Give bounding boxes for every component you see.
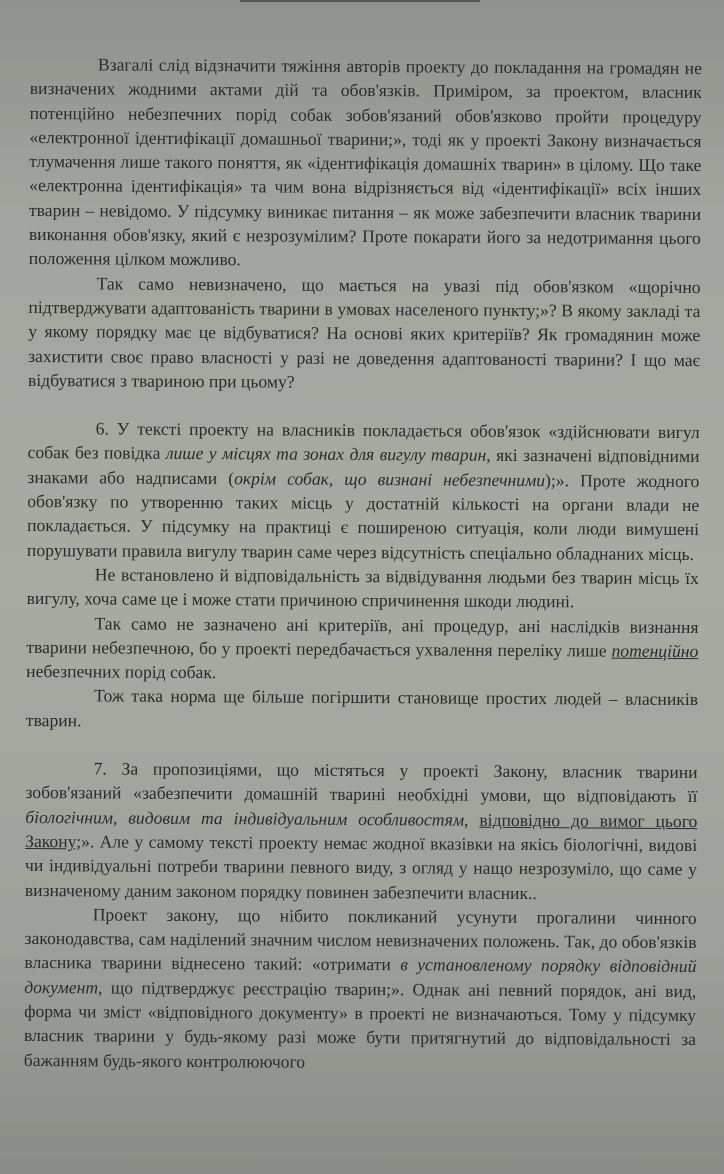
paragraph-text: Тож така норма ще більше погіршити становище простих людей – власників тварин. xyxy=(25,685,699,731)
paragraph-draft-law-gaps xyxy=(24,902,697,1076)
paragraph-text: Не встановлено й відповідальність за відвідування людьми без тварин місць їх вигулу, хоча саме це і може стати причиною спричинення шкоди людині. xyxy=(26,564,699,612)
paragraph-text: 7. За пропозиціями, що містяться у проекті Закону, власник тварини зобов'язаний «забезпечити домашній тварині необхідні умови, що відповідають її xyxy=(25,758,698,807)
paragraph-text: , які зазначені відповідними знаками або надписами ( xyxy=(27,445,700,489)
page-edge-line xyxy=(240,0,480,2)
paragraph-text: 6. У тексті проекту на власників покладається обов'язок «здійснювати вигул собак без повідка xyxy=(27,418,700,464)
paragraph-text: , xyxy=(464,809,480,830)
italic-phrase: окрім собак, що визнані небезпечними xyxy=(234,468,546,490)
underlined-italic-word: потенційно xyxy=(611,640,699,661)
paragraph-criteria xyxy=(26,611,698,688)
section-6-walking xyxy=(27,416,700,566)
paragraph-text: Взагалі слід відзначити тяжіння авторів проекту до покладання на громадян не визначених жодними актами дій та обов'язків. Приміром, за проектом, власник потенційно небезпечних порід собак зобов'язаний обов'язково пройти процедуру «електронної ідентифікації домашньої тварини;», тоді як у проекті Закону визначається тлумачення лише такого поняття, як «ідентифікація домашніх тварин» в цілому. Що таке «електронна ідентифікація» та чим вона відрізняється від «ідентифікації» всіх інших тварин – невідомо. У підсумку виникає питання – як може забезпечити власник тварини виконання обов'язку, який є незрозумілим? Проте покарати його за недотримання цього положення цілком можливо. xyxy=(28,54,702,270)
paragraph-text: ». Але у самому тексті проекту немає жодної вказівки на якісь біологічні, видові чи індивідуальні потреби тварини певного виду, з огляд у нащо незрозуміло, що саме у визначеному даним законом порядку повинен забезпечити власник.. xyxy=(24,831,698,903)
paragraph-responsibility xyxy=(27,562,699,615)
paragraph-text: небезпечних порід собак. xyxy=(26,661,217,683)
italic-phrase: лише у місцях та зонах для вигулу тварин xyxy=(165,443,487,466)
paragraph-text: Так само невизначено, що мається на увазі під обов'язком «щорічно підтверджувати адаптованість тварини в умовах населеного пункту;»? В якому закладі та у якому порядку має це відбуватися? На основі яких критеріїв? Як громадянин може захистити своє право власності у разі не доведення адаптованості тварини? І що має відбуватися з твариною при цьому? xyxy=(27,273,701,392)
paragraph-text: , що підтверджує реєстрацію тварин;». Однак ані певний порядок, ані вид, форма чи зміст «відповідного документу» в проекті не визначаються. Тому у підсумку власник тварини у будь-якому разі може бути притягнутий до відповідальності за бажанням будь-якого контролюючого xyxy=(23,977,697,1072)
document-body xyxy=(24,52,702,1076)
italic-phrase: в установленому порядку відповідний документ xyxy=(24,954,697,998)
underlined-phrase: відповідно до вимог цього Закону; xyxy=(25,809,698,852)
paragraph-text: );». Проте жодного обов'язку по утворенню таких місць у достатній кількості на органи влади не покладається. У підсумку на практиці є поширеною ситуація, коли люди вимушені порушувати правила вигулу тварин саме через відсутність спеціально обладнаних місць. xyxy=(26,469,700,564)
section-7-conditions xyxy=(25,756,698,906)
italic-phrase: біологічним, видовим та індивідуальним особливостям xyxy=(25,806,465,830)
paragraph-norm-worsens xyxy=(26,683,698,736)
paragraph-text: Так само не зазначено ані критеріїв, ані процедур, ані наслідків визнання тварини небезпечною, бо у проекті передбачається ухвалення переліку лише xyxy=(26,612,699,661)
paragraph-adaptation xyxy=(28,271,701,397)
paragraph-text: Проект закону, що нібито покликаний усунути прогалини чинного законодавства, сам наділений значним числом невизначених положень. Так, до обов'язків власника тварини віднесено такий: «отримати xyxy=(24,904,697,975)
paragraph-electronic-identification xyxy=(29,52,702,275)
